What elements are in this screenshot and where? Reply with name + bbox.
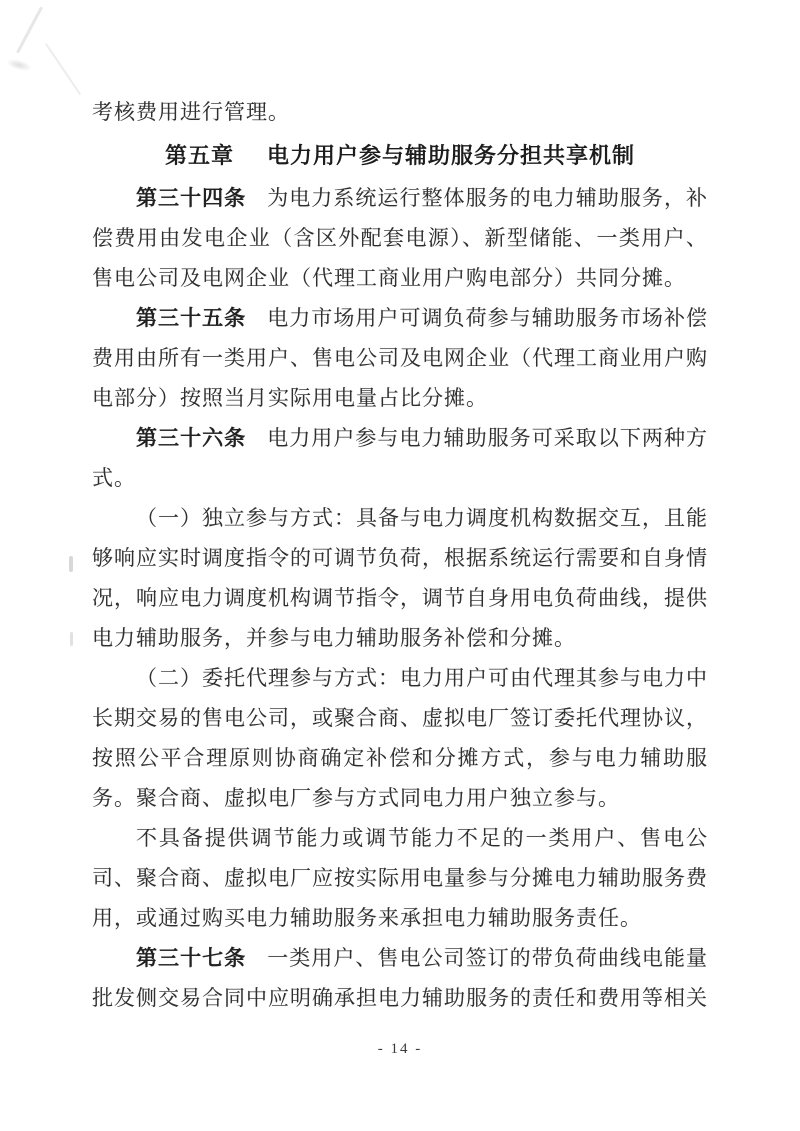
- chapter-heading-label: 第五章: [164, 143, 234, 168]
- leading-paragraph: 考核费用进行管理。: [92, 100, 290, 124]
- scan-artifact: [16, 6, 43, 53]
- body-paragraph: [92, 818, 708, 938]
- article-number: 第三十五条: [136, 306, 247, 330]
- paragraph-text: 一类用户、售电公司签订的带负荷曲线电能量批发侧交易合同中应明确承担电力辅助服务的责任和费用等相关: [92, 946, 709, 1010]
- chapter-heading-title: 电力用户参与辅助服务分担共享机制: [267, 143, 636, 168]
- page-number: - 14 -: [377, 1041, 423, 1057]
- article-paragraph: [92, 418, 708, 498]
- paragraph-text: 电力市场用户可调负荷参与辅助服务市场补偿费用由所有一类用户、售电公司及电网企业（代理工商业用户购电部分）按照当月实际用电量占比分摊。: [92, 306, 709, 410]
- scan-artifact: [70, 632, 73, 646]
- paragraph-text: 不具备提供调节能力或调节能力不足的一类用户、售电公司、聚合商、虚拟电厂应按实际用电量参与分摊电力辅助服务费用，或通过购买电力辅助服务来承担电力辅助服务责任。: [92, 826, 708, 930]
- sub-item-paragraph: [92, 498, 708, 658]
- paragraph-text: 为电力系统运行整体服务的电力辅助服务，补偿费用由发电企业（含区外配套电源）、新型储能、一类用户、售电公司及电网企业（代理工商业用户购电部分）共同分摊。: [92, 186, 709, 290]
- paragraph-text: 电力用户参与电力辅助服务可采取以下两种方式。: [92, 426, 709, 490]
- article-paragraph: [92, 178, 708, 298]
- article-paragraph: [92, 938, 708, 1018]
- sub-item-paragraph: [92, 658, 708, 818]
- article-number: 第三十四条: [136, 186, 247, 210]
- document-body: [92, 92, 708, 1018]
- scan-artifact: [5, 57, 33, 73]
- paragraph-text: （二）委托代理参与方式：电力用户可由代理其参与电力中长期交易的售电公司，或聚合商、虚拟电厂签订委托代理协议，按照公平合理原则协商确定补偿和分摊方式，参与电力辅助服务。聚合商、虚拟电厂参与方式同电力用户独立参与。: [92, 666, 708, 810]
- chapter-heading: [92, 134, 708, 178]
- article-paragraph: [92, 298, 708, 418]
- paragraph-text: （一）独立参与方式：具备与电力调度机构数据交互，且能够响应实时调度指令的可调节负荷，根据系统运行需要和自身情况，响应电力调度机构调节指令，调节自身用电负荷曲线，提供电力辅助服务，并参与电力辅助服务补偿和分摊。: [92, 506, 708, 650]
- scan-artifact: [69, 556, 73, 572]
- article-number: 第三十六条: [136, 426, 247, 450]
- scan-artifact: [45, 43, 81, 96]
- article-number: 第三十七条: [136, 946, 247, 970]
